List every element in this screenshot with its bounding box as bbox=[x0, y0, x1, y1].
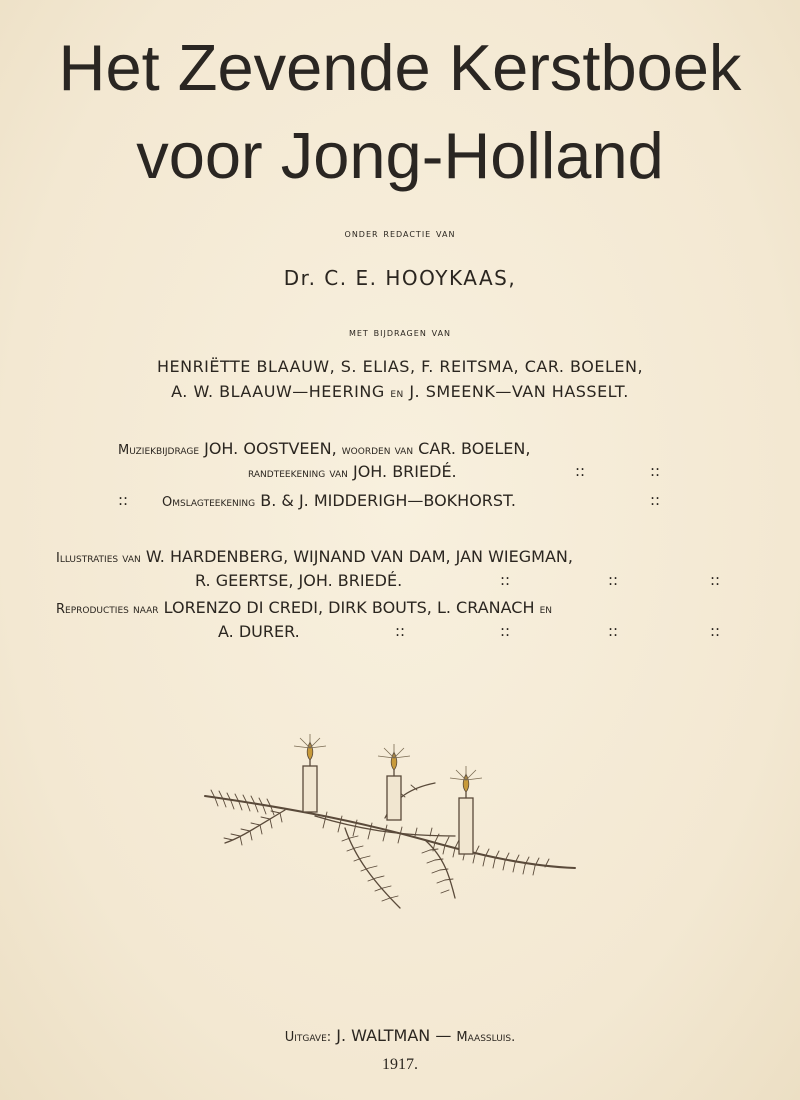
omslag-label: Omslagteekening bbox=[162, 495, 256, 510]
separator: :: bbox=[710, 571, 721, 589]
rep-label: Reproducties naar bbox=[56, 602, 159, 617]
muziek-name: JOH. OOSTVEEN, bbox=[204, 439, 337, 458]
contributors-line-1: HENRIËTTE BLAAUW, S. ELIAS, F. REITSMA, CAR. BOELEN, bbox=[156, 357, 644, 376]
publication-year: 1917. bbox=[382, 1056, 418, 1073]
rand-name: JOH. BRIEDÉ. bbox=[352, 462, 457, 481]
woorden-label: woorden van bbox=[341, 443, 414, 458]
contributors-line-2-a: A. W. BLAAUW—HEERING bbox=[171, 382, 385, 401]
contributors-line-2-b: J. SMEENK—VAN HASSELT. bbox=[409, 382, 629, 401]
contributors-en: en bbox=[390, 386, 404, 401]
music-credit bbox=[118, 439, 530, 458]
ill-label: Illustraties van bbox=[56, 551, 141, 566]
editor-name: Dr. C. E. HOOYKAAS, bbox=[283, 266, 517, 290]
woorden-name: CAR. BOELEN, bbox=[418, 439, 531, 458]
contributors-line-2 bbox=[0, 382, 800, 401]
separator: :: bbox=[575, 462, 586, 480]
separator: :: bbox=[608, 622, 619, 640]
publisher-place: Maassluis. bbox=[456, 1030, 516, 1045]
separator: :: bbox=[710, 622, 721, 640]
title-line-1: Het Zevende Kerstboek bbox=[58, 31, 742, 104]
candle-branch-illustration bbox=[195, 718, 585, 918]
muziek-label: Muziekbijdrage bbox=[118, 443, 200, 458]
title-line-2: voor Jong-Holland bbox=[136, 119, 664, 192]
separator: :: bbox=[650, 462, 661, 480]
cover-credit bbox=[162, 491, 516, 510]
rand-label: randteekening van bbox=[248, 466, 348, 481]
separator: :: bbox=[650, 491, 661, 509]
illustrations-credit bbox=[56, 547, 573, 566]
separator: :: bbox=[395, 622, 406, 640]
met-bijdragen: met bijdragen van bbox=[348, 325, 452, 339]
rep-names-1: LORENZO DI CREDI, DIRK BOUTS, L. CRANACH bbox=[163, 598, 535, 617]
separator: :: bbox=[500, 622, 511, 640]
omslag-name: B. & J. MIDDERIGH—BOKHORST. bbox=[260, 491, 517, 510]
ill-names-2: R. GEERTSE, JOH. BRIEDÉ. bbox=[195, 571, 403, 590]
rep-names-2: A. DURER. bbox=[218, 622, 300, 641]
ill-names-1: W. HARDENBERG, WIJNAND VAN DAM, JAN WIEGMAN, bbox=[145, 547, 573, 566]
separator: :: bbox=[118, 491, 129, 509]
reproductions-credit bbox=[56, 598, 552, 617]
separator: :: bbox=[500, 571, 511, 589]
rep-en: en bbox=[539, 602, 552, 617]
publisher-name: J. WALTMAN — bbox=[336, 1026, 452, 1045]
separator: :: bbox=[608, 571, 619, 589]
publisher-line bbox=[0, 1026, 800, 1045]
uitgave-label: Uitgave: bbox=[284, 1030, 332, 1045]
border-credit bbox=[248, 462, 457, 481]
onder-redactie: onder redactie van bbox=[344, 226, 456, 240]
